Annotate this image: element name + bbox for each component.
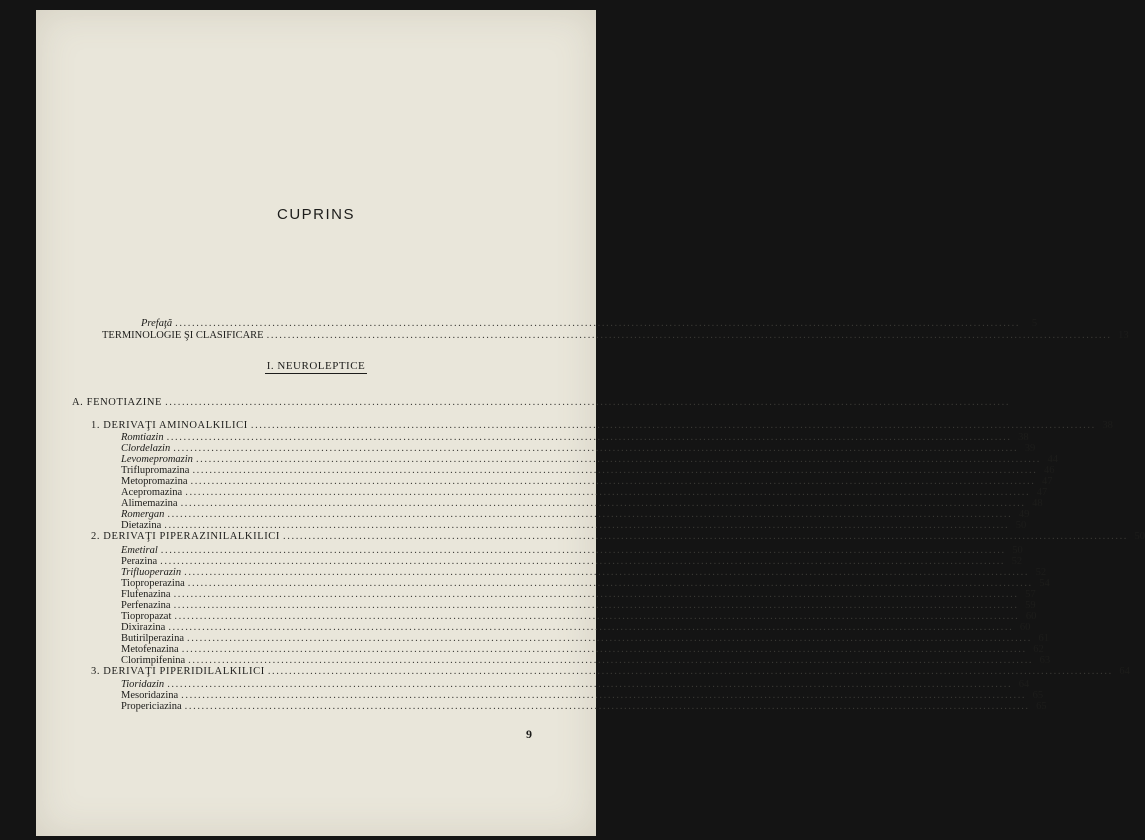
toc-entry <box>121 701 1047 713</box>
toc-entry-page: 44 <box>1047 454 1058 465</box>
toc-entry-title: Metofenazina <box>121 644 179 655</box>
toc-entry-title: Clorimpifenina <box>121 655 186 666</box>
toc-entry-page: 48 <box>1032 498 1043 509</box>
toc-entry-page: 39 <box>1024 443 1036 454</box>
toc-entry-title: 3. DERIVAŢI PIPERIDILALKILICI <box>91 666 265 677</box>
toc-entry-page: 52 <box>1011 556 1023 567</box>
leader-dots: ........................................................................................................................................................................................................ <box>173 589 1019 600</box>
toc-entry-page: 50 <box>1134 531 1145 542</box>
leader-dots: ........................................................................................................................................................................................................ <box>184 701 1030 712</box>
leader-dots: ........................................................................................................................................................................................................ <box>181 644 1027 655</box>
leader-dots: ........................................................................................................................................................................................................ <box>160 545 1006 556</box>
leader-dots: ........................................................................................................................................................................................................ <box>184 567 1030 578</box>
toc-entry-page: 65 <box>1032 690 1044 701</box>
toc-entry-page: 60 <box>1019 622 1031 633</box>
page-heading: CUPRINS <box>276 206 355 223</box>
leader-dots: ........................................................................................................................................................................................................ <box>195 454 1041 465</box>
toc-entry-page: 59 <box>1025 600 1036 611</box>
section-title <box>36 360 596 372</box>
toc-entry-title: Metopromazina <box>121 476 188 487</box>
leader-dots: ........................................................................................................................................................................................................ <box>192 465 1038 476</box>
toc-entry-page: 64 <box>1119 666 1130 677</box>
toc-entry-page: 50 <box>1015 520 1027 531</box>
toc-entry-title: Triflupromazina <box>121 465 190 476</box>
toc-entry-page: 38 <box>1102 420 1113 431</box>
toc-entry-page: 49 <box>1018 509 1030 520</box>
toc-entry-title: Levomepromazin <box>121 454 193 465</box>
toc-entry-title: Clordelazin <box>121 443 171 454</box>
toc-entry-page: 61 <box>1038 633 1049 644</box>
toc-entry-terminology <box>102 330 1129 342</box>
leader-dots: ........................................................................................................................................................................................................ <box>190 476 1036 487</box>
toc-entry-page: 52 <box>1035 567 1047 578</box>
leader-dots: ........................................................................................................................................................................................................ <box>168 622 1014 633</box>
leader-dots: ........................................................................................................................................................................................................ <box>164 520 1010 531</box>
leader-dots: ........................................................................................................................................................................................................ <box>266 330 1112 341</box>
toc-entry-page: 63 <box>1039 655 1051 666</box>
toc-entry-title: Romtiazin <box>121 432 164 443</box>
toc-entry-page: 54 <box>1039 578 1050 589</box>
toc-entry-title: 2. DERIVAŢI PIPERAZINILALKILICI <box>91 531 281 542</box>
toc-entry-page: 62 <box>1033 644 1044 655</box>
toc-entry-title: Emetiral <box>121 545 158 556</box>
toc-entry-subgroup <box>91 531 1145 543</box>
page-number: 9 <box>526 727 532 741</box>
leader-dots: ........................................................................................................................................................................................................ <box>185 487 1031 498</box>
toc-entry-page: 50 <box>1012 545 1023 556</box>
toc-entry-title: Tioproperazina <box>121 578 185 589</box>
toc-entry-title: Butirilperazina <box>121 633 184 644</box>
leader-dots: ........................................................................................................................................................................................................ <box>160 556 1006 567</box>
toc-entry-page: 57 <box>1025 589 1036 600</box>
toc-entry-page: 13 <box>1118 330 1129 341</box>
toc-entry-subgroup <box>91 420 1113 432</box>
toc-entry-title: Tiopropazat <box>121 611 172 622</box>
leader-dots: ........................................................................................................................................................................................................ <box>175 318 1021 329</box>
toc-entry-title: 1. DERIVAŢI AMINOALKILICI <box>91 420 248 431</box>
toc-entry-title: A. FENOTIAZINE <box>72 397 163 408</box>
leader-dots: ........................................................................................................................................................................................................ <box>166 432 1012 443</box>
toc-entry-title: Acepromazina <box>121 487 183 498</box>
toc-entry-subgroup <box>91 666 1130 678</box>
leader-dots: ........................................................................................................................................................................................................ <box>181 690 1027 701</box>
toc-entry-page: 47 <box>1041 476 1053 487</box>
toc-entry-title: Trifluoperazin <box>121 567 182 578</box>
toc-entry-page: 64 <box>1018 679 1030 690</box>
toc-entry-page: 60 <box>1025 611 1037 622</box>
section-title-text: I. NEUROLEPTICE <box>266 360 366 372</box>
leader-dots: ........................................................................................................................................................................................................ <box>186 633 1032 644</box>
toc-entry-title: Dixirazina <box>121 622 166 633</box>
toc-entry-title: Dietazina <box>121 520 162 531</box>
toc-entry-title: TERMINOLOGIE ŞI CLASIFICARE <box>102 330 264 341</box>
leader-dots: ........................................................................................................................................................................................................ <box>267 666 1113 677</box>
leader-dots: ........................................................................................................................................................................................................ <box>187 578 1033 589</box>
toc-entry-page: 65 <box>1036 701 1047 712</box>
toc-entry-page: 5 <box>1031 318 1038 329</box>
leader-dots: ........................................................................................................................................................................................................ <box>167 679 1013 690</box>
toc-entry-title: Perfenazina <box>121 600 171 611</box>
leader-dots: ........................................................................................................................................................................................................ <box>174 611 1020 622</box>
toc-entry-title: Prefaţă <box>141 318 173 329</box>
leader-dots: ........................................................................................................................................................................................................ <box>180 498 1026 509</box>
leader-dots: ........................................................................................................................................................................................................ <box>188 655 1034 666</box>
leader-dots: ........................................................................................................................................................................................................ <box>167 509 1013 520</box>
leader-dots: ........................................................................................................................................................................................................ <box>283 531 1129 542</box>
leader-dots: ........................................................................................................................................................................................................ <box>165 397 1011 408</box>
toc-entry-title: Romergan <box>121 509 165 520</box>
toc-entry-preface <box>141 318 1038 330</box>
leader-dots: ........................................................................................................................................................................................................ <box>173 443 1019 454</box>
toc-entry-title: Alimemazina <box>121 498 178 509</box>
toc-entry-page: 47 <box>1036 487 1048 498</box>
toc-entry-title: Flufenazina <box>121 589 171 600</box>
toc-group-fenotiazine <box>72 397 1011 409</box>
toc-entry-title: Propericiazina <box>121 701 182 712</box>
toc-entry-title: Tioridazin <box>121 679 165 690</box>
leader-dots: ........................................................................................................................................................................................................ <box>173 600 1019 611</box>
toc-entry-page: 46 <box>1043 465 1055 476</box>
leader-dots: ........................................................................................................................................................................................................ <box>250 420 1096 431</box>
toc-entry-title: Perazina <box>121 556 158 567</box>
toc-entry-title: Mesoridazina <box>121 690 179 701</box>
book-page <box>36 10 1145 836</box>
toc-entry-page: 38 <box>1018 432 1029 443</box>
